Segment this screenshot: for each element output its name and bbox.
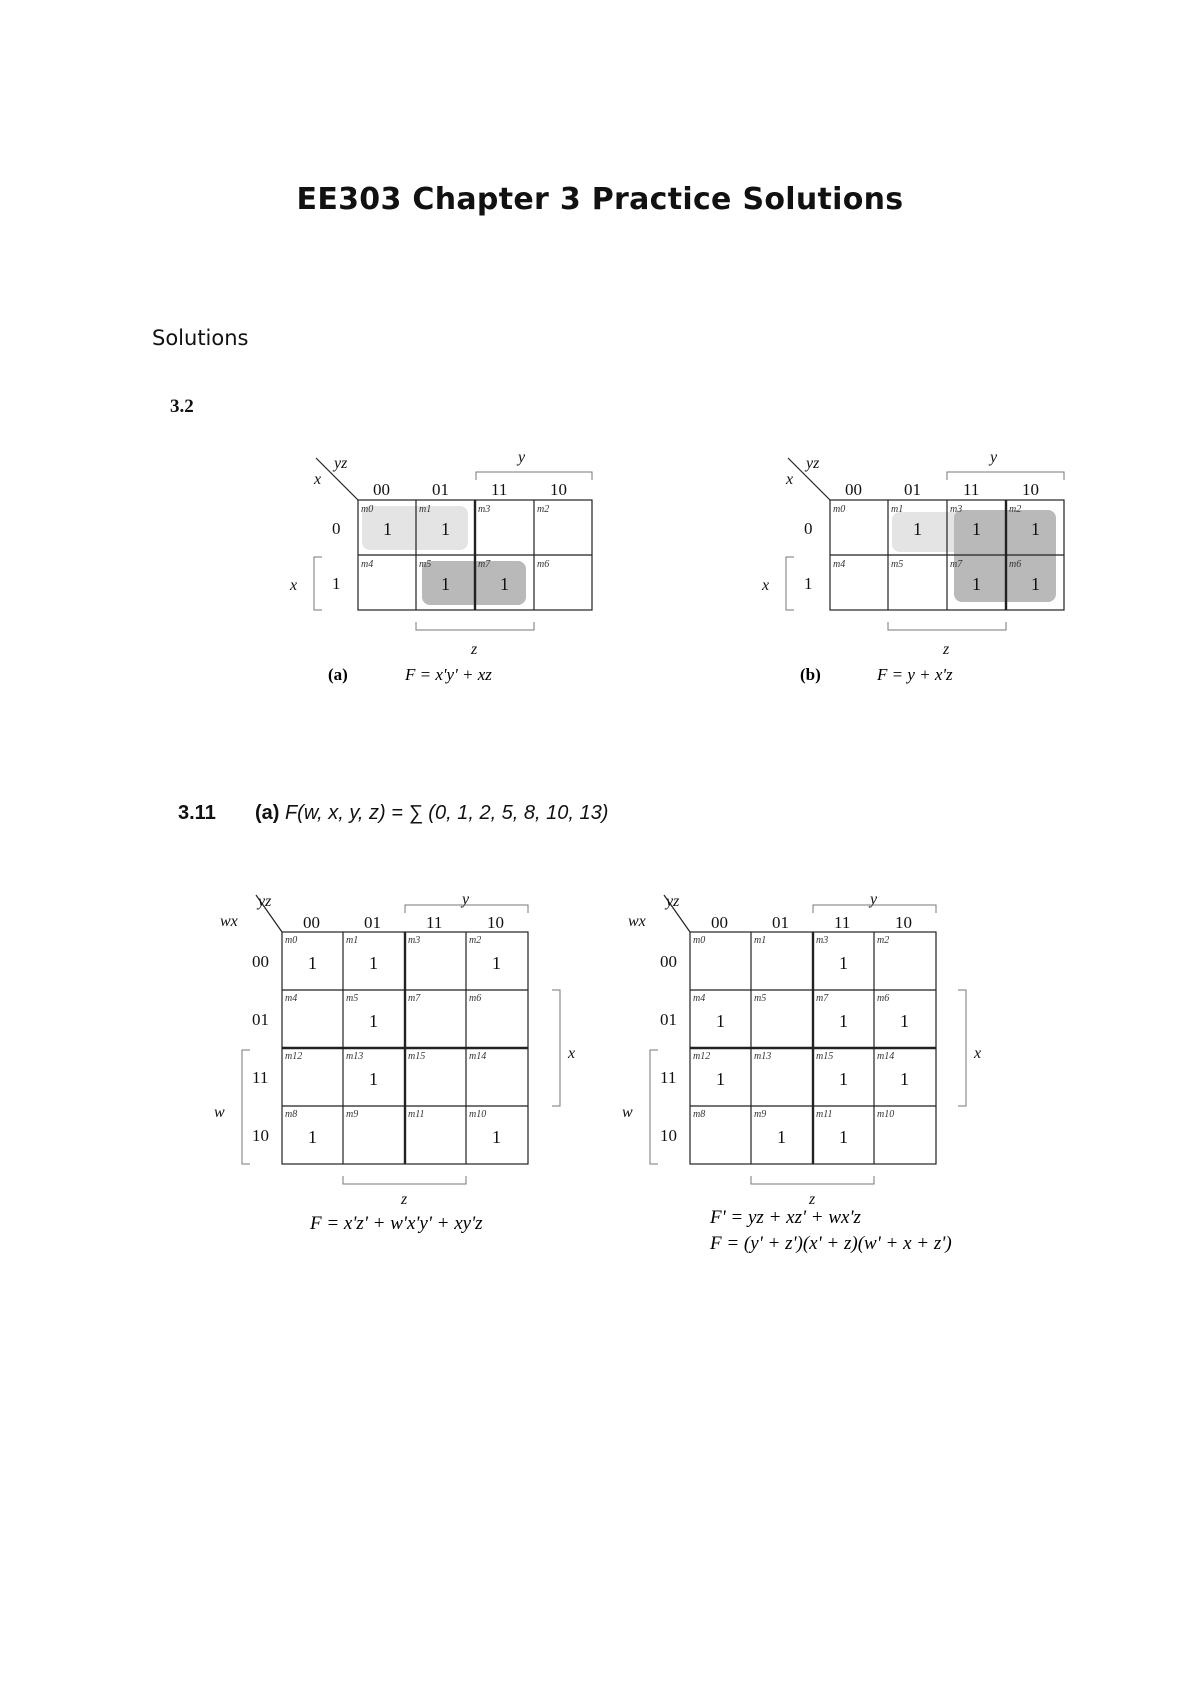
cell-value: 1 [308, 953, 317, 973]
minterm-label: m14 [469, 1051, 487, 1062]
minterm-label: m6 [469, 993, 482, 1004]
left-brace-label: x [290, 577, 298, 594]
row-header: 0 [804, 519, 813, 538]
col-header: 11 [491, 480, 508, 499]
cell-value: 1 [1031, 519, 1040, 539]
minterm-label: m6 [537, 559, 550, 570]
section-heading: Solutions [152, 326, 249, 350]
minterm-label: m1 [419, 504, 432, 515]
col-header: 11 [963, 480, 980, 499]
minterm-label: m7 [950, 559, 963, 570]
row-header: 1 [804, 574, 813, 593]
complement-expression: F' = yz + xz' + wx'z [710, 1207, 861, 1228]
minterm-label: m3 [950, 504, 963, 515]
minterm-label: m7 [816, 993, 829, 1004]
problem-part: (a) [254, 802, 280, 824]
row-header: 01 [660, 1010, 677, 1029]
minterm-label: m0 [285, 935, 298, 946]
left-brace-label: w [622, 1104, 633, 1121]
minterm-label: m2 [877, 935, 890, 946]
minterm-label: m4 [693, 993, 706, 1004]
col-header: 01 [904, 480, 921, 499]
minterm-label: m6 [1009, 559, 1022, 570]
minterm-label: m12 [693, 1051, 711, 1062]
simplified-expression: F = (y' + z')(x' + z)(w' + x + z') [710, 1233, 952, 1254]
minterm-label: m15 [408, 1051, 426, 1062]
col-header: 01 [772, 913, 789, 932]
top-brace-label: y [518, 449, 526, 466]
cell-value: 1 [839, 953, 848, 973]
minterm-label: m6 [877, 993, 890, 1004]
minterm-label: m15 [816, 1051, 834, 1062]
cell-value: 1 [900, 1011, 909, 1031]
page-title: EE303 Chapter 3 Practice Solutions [296, 182, 904, 217]
minterm-label: m9 [754, 1109, 767, 1120]
row-var-label: wx [628, 913, 646, 930]
cell-value: 1 [383, 519, 392, 539]
minterm-label: m7 [478, 559, 491, 570]
top-brace-label: y [990, 449, 998, 466]
minterm-label: m5 [891, 559, 904, 570]
problem-number-3-2: 3.2 [170, 396, 194, 417]
cell-value: 1 [441, 574, 450, 594]
col-header: 00 [373, 480, 390, 499]
minterm-label: m0 [361, 504, 374, 515]
row-header: 00 [252, 952, 269, 971]
minterm-label: m14 [877, 1051, 895, 1062]
caption-label: (a) [328, 665, 348, 684]
cell-value: 1 [492, 1127, 501, 1147]
col-header: 00 [711, 913, 728, 932]
col-header: 00 [845, 480, 862, 499]
cell-value: 1 [777, 1127, 786, 1147]
cell-value: 1 [972, 519, 981, 539]
minterm-label: m4 [285, 993, 298, 1004]
col-header: 11 [426, 913, 443, 932]
top-brace-label: y [870, 891, 878, 908]
minterm-label: m2 [1009, 504, 1022, 515]
cell-value: 1 [441, 519, 450, 539]
left-brace-label: w [214, 1104, 225, 1121]
minterm-label: m1 [346, 935, 359, 946]
cell-value: 1 [900, 1069, 909, 1089]
bottom-brace-label: z [471, 641, 478, 658]
row-header: 11 [252, 1068, 269, 1087]
minterm-label: m3 [478, 504, 491, 515]
row-header: 01 [252, 1010, 269, 1029]
cell-value: 1 [839, 1011, 848, 1031]
row-header: 11 [660, 1068, 677, 1087]
cell-value: 1 [369, 953, 378, 973]
cell-value: 1 [839, 1069, 848, 1089]
col-header: 00 [303, 913, 320, 932]
minterm-label: m0 [833, 504, 846, 515]
minterm-label: m0 [693, 935, 706, 946]
cell-value: 1 [500, 574, 509, 594]
minterm-label: m11 [408, 1109, 425, 1120]
row-var-label: wx [220, 913, 238, 930]
caption-label: (b) [800, 665, 821, 684]
minterm-label: m7 [408, 993, 421, 1004]
minterm-label: m1 [891, 504, 904, 515]
minterm-label: m13 [346, 1051, 364, 1062]
right-brace-label: x [974, 1045, 982, 1062]
row-header: 1 [332, 574, 341, 593]
problem-number-3-11: 3.11 [178, 802, 216, 824]
minterm-label: m1 [754, 935, 767, 946]
col-var-label: yz [806, 455, 820, 472]
minterm-label: m8 [693, 1109, 706, 1120]
problem-function: F(w, x, y, z) = ∑ (0, 1, 2, 5, 8, 10, 13) [284, 802, 609, 824]
row-header: 10 [252, 1126, 269, 1145]
cell-value: 1 [492, 953, 501, 973]
cell-value: 1 [369, 1011, 378, 1031]
top-brace-label: y [462, 891, 470, 908]
col-var-label: yz [334, 455, 348, 472]
minterm-label: m5 [419, 559, 432, 570]
caption-expression: F = x'y' + xz [405, 665, 492, 684]
cell-value: 1 [308, 1127, 317, 1147]
minterm-label: m4 [361, 559, 374, 570]
minterm-label: m12 [285, 1051, 303, 1062]
col-header: 10 [550, 480, 567, 499]
cell-value: 1 [369, 1069, 378, 1089]
row-var-label: x [314, 471, 322, 488]
row-var-label: x [786, 471, 794, 488]
minterm-label: m8 [285, 1109, 298, 1120]
cell-value: 1 [839, 1127, 848, 1147]
minterm-label: m2 [469, 935, 482, 946]
cell-value: 1 [716, 1069, 725, 1089]
col-header: 10 [487, 913, 504, 932]
minterm-label: m10 [877, 1109, 895, 1120]
right-brace-label: x [568, 1045, 576, 1062]
cell-value: 1 [913, 519, 922, 539]
col-var-label: yz [666, 893, 680, 910]
minterm-label: m10 [469, 1109, 487, 1120]
minterm-label: m5 [346, 993, 359, 1004]
simplified-expression: F = x'z' + w'x'y' + xy'z [310, 1213, 483, 1234]
col-header: 10 [895, 913, 912, 932]
minterm-label: m5 [754, 993, 767, 1004]
minterm-label: m3 [408, 935, 421, 946]
caption-expression: F = y + x'z [877, 665, 953, 684]
bottom-brace-label: z [809, 1191, 816, 1208]
row-header: 00 [660, 952, 677, 971]
minterm-label: m4 [833, 559, 846, 570]
col-header: 11 [834, 913, 851, 932]
minterm-label: m13 [754, 1051, 772, 1062]
row-header: 10 [660, 1126, 677, 1145]
minterm-label: m9 [346, 1109, 359, 1120]
minterm-label: m3 [816, 935, 829, 946]
bottom-brace-label: z [943, 641, 950, 658]
col-var-label: yz [258, 893, 272, 910]
minterm-label: m2 [537, 504, 550, 515]
col-header: 01 [364, 913, 381, 932]
left-brace-label: x [762, 577, 770, 594]
col-header: 01 [432, 480, 449, 499]
bottom-brace-label: z [401, 1191, 408, 1208]
cell-value: 1 [716, 1011, 725, 1031]
row-header: 0 [332, 519, 341, 538]
cell-value: 1 [1031, 574, 1040, 594]
col-header: 10 [1022, 480, 1039, 499]
cell-value: 1 [972, 574, 981, 594]
minterm-label: m11 [816, 1109, 833, 1120]
